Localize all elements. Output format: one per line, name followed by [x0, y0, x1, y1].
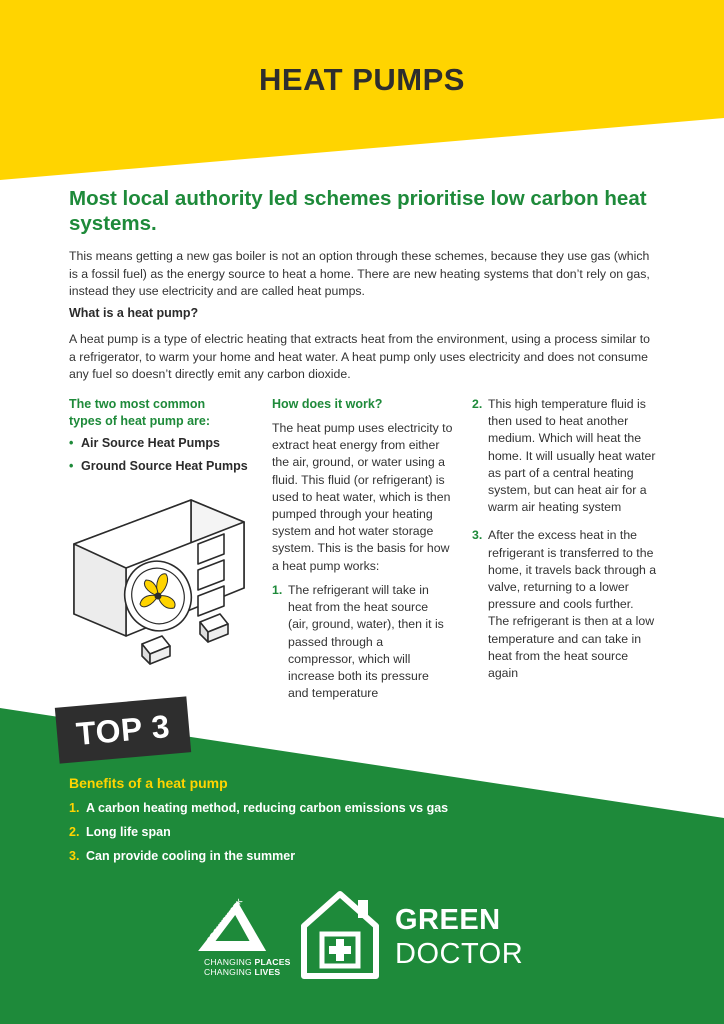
types-title: The two most common types of heat pump are:	[69, 397, 210, 428]
how-title: How does it work?	[272, 397, 383, 411]
list-item	[69, 848, 448, 865]
steps-list-left	[272, 582, 447, 702]
list-item	[69, 458, 259, 475]
benefit-text: Can provide cooling in the summer	[86, 849, 296, 863]
list-item	[69, 800, 448, 817]
list-item	[272, 582, 447, 702]
bullet: •	[69, 459, 74, 473]
step-text: The refrigerant will take in heat from the heat source (air, ground, water), then it is passed through a compressor, which will increase both its pressure and temperature	[288, 583, 444, 701]
intro-headline: Most local authority led schemes prioritise low carbon heat systems.	[69, 187, 647, 235]
type-label: Ground Source Heat Pumps	[81, 459, 248, 473]
benefit-number: 2.	[69, 825, 80, 839]
tagline-changing-2: CHANGING	[204, 967, 252, 977]
top3-badge: TOP 3	[55, 696, 191, 763]
tagline-lives: LIVES	[254, 967, 281, 977]
green-doctor-line1: GREEN	[395, 904, 501, 936]
groundwork-tagline	[204, 957, 291, 977]
step-text: After the excess heat in the refrigerant is transferred to the home, it travels back through a valve, returning to a lower pressure and cools further. The refrigerant is then at a low temperature and can take in heat from the heat source again	[488, 528, 657, 681]
steps-list-right	[472, 396, 657, 693]
bullet: •	[69, 436, 74, 450]
green-doctor-house-icon	[300, 890, 380, 980]
tagline-places: PLACES	[254, 957, 291, 967]
benefits-list	[69, 800, 448, 872]
tagline-changing-1: CHANGING	[204, 957, 252, 967]
list-item	[472, 527, 657, 682]
step-number: 3.	[472, 528, 483, 543]
benefits-title: Benefits of a heat pump	[69, 775, 228, 791]
what-is-heading: What is a heat pump?	[69, 306, 199, 320]
air-source-heat-pump-icon	[66, 496, 261, 671]
list-item	[69, 824, 448, 841]
green-doctor-wordmark	[395, 903, 523, 971]
benefit-number: 1.	[69, 801, 80, 815]
green-doctor-line2: DOCTOR	[395, 938, 524, 970]
benefit-text: A carbon heating method, reducing carbon emissions vs gas	[86, 801, 449, 815]
step-text: This high temperature fluid is then used to heat another medium. Which will heat the home. It will usually heat water as part of a central heating system, but can heat air for a warm air heating system	[488, 397, 656, 515]
list-item	[472, 396, 657, 516]
benefit-text: Long life span	[86, 825, 171, 839]
step-number: 2.	[472, 397, 483, 411]
benefit-number: 3.	[69, 849, 80, 863]
page-title: HEAT PUMPS	[259, 62, 465, 97]
intro-paragraph-2: A heat pump is a type of electric heating that extracts heat from the environment, using a process similar to a refrigerator, to warm your home and heat water. A heat pump only uses electricity and does not consume any fuel so doesn’t directly emit any carbon dioxide.	[69, 332, 650, 381]
types-list	[69, 435, 259, 481]
groundwork-brand-text: GROUNDWORK	[206, 898, 245, 945]
step-number: 1.	[272, 583, 283, 597]
how-body: The heat pump uses electricity to extract heat energy from either the air, ground, or water using a fluid. This fluid (or refrigerant) is used to heat water, which is then pumped through your heating system and hot water storage system. This is the basis for how a heat pump works:	[272, 421, 453, 573]
intro-paragraph-1: This means getting a new gas boiler is not an option through these schemes, because they use gas (which is a fossil fuel) as the energy source to heat a home. There are new heating systems that don’t rely on gas, instead they use electricity and are called heat pumps.	[69, 249, 650, 298]
type-label: Air Source Heat Pumps	[81, 436, 220, 450]
list-item	[69, 435, 259, 452]
